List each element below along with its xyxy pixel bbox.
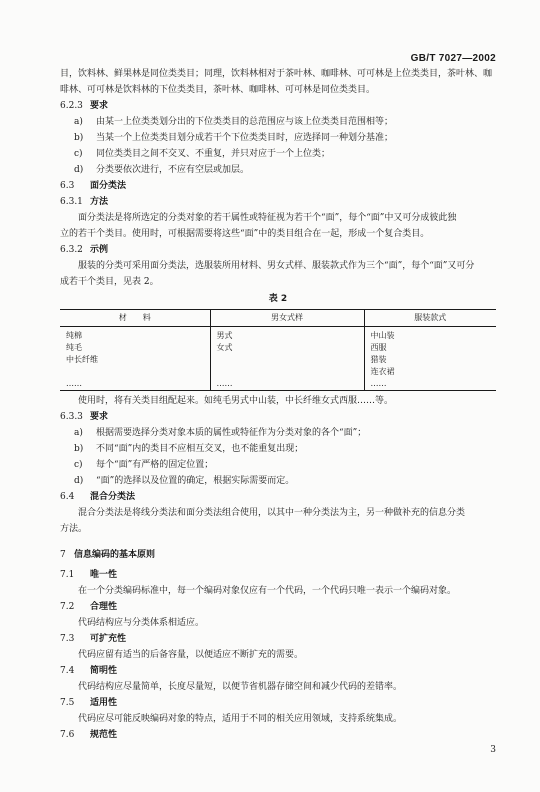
column-header: 服装款式 xyxy=(364,310,496,327)
section-number: 6.3.1 xyxy=(60,197,83,207)
section-heading xyxy=(60,242,496,258)
paragraph-line: 方法。 xyxy=(60,524,88,534)
cell-value: …… xyxy=(216,379,233,388)
section-number: 7.2 xyxy=(60,602,75,612)
list-text: 每个“面”有严格的固定位置； xyxy=(96,460,214,470)
paragraph-line: 混合分类法是将线分类法和面分类法组合使用，以其中一种分类法为主，另一种做补充的信息分类 xyxy=(78,508,466,518)
cell-value xyxy=(66,366,204,378)
section-number: 7.4 xyxy=(60,666,75,676)
list-item xyxy=(60,425,496,441)
list-text: 同位类类目之间不交叉、不重复，并只对应于一个上位类； xyxy=(96,149,331,159)
list-label: d) xyxy=(74,165,84,175)
section-title: 要求 xyxy=(90,412,109,422)
cell-value: …… xyxy=(370,379,387,388)
section-number: 7.1 xyxy=(60,570,75,580)
section-heading xyxy=(60,409,496,425)
section-heading xyxy=(60,489,496,505)
standard-code-header: GB/T 7027—2002 xyxy=(410,53,496,64)
list-label: c) xyxy=(74,460,83,470)
paragraph-line: 代码结构应与分类体系相适应。 xyxy=(78,618,205,628)
section-title: 适用性 xyxy=(90,698,118,708)
section-title: 可扩充性 xyxy=(90,634,127,644)
section-title: 面分类法 xyxy=(90,181,127,191)
cell-value: 中长纤维 xyxy=(66,355,98,364)
section-title: 简明性 xyxy=(90,666,118,676)
paragraph-line: 在一个分类编码标准中，每一个编码对象仅应有一个代码，一个代码只唯一表示一个编码对象。 xyxy=(78,586,457,596)
page-number: 3 xyxy=(490,745,496,755)
cell-value: …… xyxy=(66,379,82,388)
table-caption: 表 2 xyxy=(268,294,288,304)
section-title: 唯一性 xyxy=(90,570,118,580)
section-heading xyxy=(60,599,496,615)
intro-line: 啡林、可可林是饮料林的下位类类目，茶叶林、咖啡林、可可林是同位类类目。 xyxy=(60,85,376,95)
list-item xyxy=(60,473,496,489)
section-title: 合理性 xyxy=(90,602,118,612)
column-header: 男女式样 xyxy=(210,310,364,327)
list-item xyxy=(60,114,496,130)
section-title: 规范性 xyxy=(90,730,118,740)
section-number: 6.3 xyxy=(60,181,75,191)
list-item xyxy=(60,130,496,146)
paragraph-line: 成若干个类目，见表 2。 xyxy=(60,277,159,287)
list-item xyxy=(60,146,496,162)
cell-value: 西服 xyxy=(370,343,387,352)
paragraph-line: 代码结构应尽量简单，长度尽量短，以便节省机器存储空间和减少代码的差错率。 xyxy=(78,682,403,692)
section-number: 6.3.2 xyxy=(60,245,83,255)
cell-value: 男式 xyxy=(216,331,233,340)
table-cell-garment xyxy=(364,327,496,391)
section-heading xyxy=(60,178,496,194)
table-cell-style xyxy=(210,327,364,391)
list-text: 分类要依次进行，不应有空层或加层。 xyxy=(96,165,250,175)
intro-line: 目，饮料林、鲜果林是同位类类目；同理，饮料林相对于茶叶林、咖啡林、可可林是上位类类目，茶叶林、咖 xyxy=(60,69,493,79)
list-text: 由某一上位类类划分出的下位类类目的总范围应与该上位类类目范围相等； xyxy=(96,117,394,127)
section-heading xyxy=(60,695,496,711)
paragraph-line: 服装的分类可采用面分类法，选服装所用材料、男女式样、服装款式作为三个“面”，每个“面”又可分 xyxy=(78,261,475,271)
section-title: 信息编码的基本原则 xyxy=(74,550,156,560)
list-label: c) xyxy=(74,149,83,159)
cell-value xyxy=(217,354,358,366)
section-title: 混合分类法 xyxy=(90,492,136,502)
paragraph-line: 代码应留有适当的后备容量，以便适应不断扩充的需要。 xyxy=(78,650,304,660)
section-number: 6.4 xyxy=(60,492,75,502)
cell-value: 连衣裙 xyxy=(370,367,395,376)
section-number: 7.5 xyxy=(60,698,75,708)
paragraph-line: 立的若干个类目。使用时，可根据需要将这些“面”中的类目组合在一起，形成一个复合类目。 xyxy=(60,229,430,239)
list-text: 不同“面”内的类目不应相互交叉，也不能重复出现； xyxy=(96,444,304,454)
section-number: 6.2.3 xyxy=(60,101,83,111)
section-number: 7 xyxy=(60,550,66,560)
list-text: 当某一个上位类类目划分成若干个下位类类目时，应选择同一种划分基准； xyxy=(96,133,394,143)
list-text: 根据需要选择分类对象本质的属性或特征作为分类对象的各个“面”； xyxy=(96,428,367,438)
cell-value: 猎装 xyxy=(370,355,387,364)
list-item xyxy=(60,457,496,473)
section-heading xyxy=(60,727,496,743)
chapter-heading xyxy=(60,547,496,563)
section-heading xyxy=(60,663,496,679)
section-heading xyxy=(60,98,496,114)
cell-value: 纯棉 xyxy=(66,331,82,340)
list-label: a) xyxy=(74,428,83,438)
list-label: b) xyxy=(74,133,84,143)
table-2 xyxy=(60,309,496,391)
column-header: 材 料 xyxy=(60,310,210,327)
section-number: 6.3.3 xyxy=(60,412,83,422)
list-label: a) xyxy=(74,117,83,127)
paragraph-line: 面分类法是将所选定的分类对象的若干属性或特征视为若干个“面”，每个“面”中又可分成彼此独 xyxy=(78,213,457,223)
section-title: 方法 xyxy=(90,197,109,207)
section-title: 示例 xyxy=(90,245,109,255)
list-text: “面”的选择以及位置的确定，根据实际需要而定。 xyxy=(96,476,295,486)
cell-value xyxy=(217,366,358,378)
list-label: b) xyxy=(74,444,84,454)
section-heading xyxy=(60,194,496,210)
section-number: 7.6 xyxy=(60,730,75,740)
cell-value: 纯毛 xyxy=(66,343,82,352)
table-row xyxy=(60,327,496,391)
section-number: 7.3 xyxy=(60,634,75,644)
list-item xyxy=(60,441,496,457)
cell-value: 女式 xyxy=(216,343,233,352)
cell-value: 中山装 xyxy=(370,331,395,340)
document-body xyxy=(60,66,496,743)
paragraph-line: 代码应尽可能反映编码对象的特点，适用于不同的相关应用领域，支持系统集成。 xyxy=(78,714,403,724)
paragraph-line: 使用时，将有关类目组配起来。如纯毛男式中山装，中长纤维女式西服……等。 xyxy=(78,396,394,406)
table-cell-material xyxy=(60,327,210,391)
list-label: d) xyxy=(74,476,84,486)
table-header-row xyxy=(60,310,496,327)
section-heading xyxy=(60,631,496,647)
section-heading xyxy=(60,567,496,583)
section-title: 要求 xyxy=(90,101,109,111)
list-item xyxy=(60,162,496,178)
